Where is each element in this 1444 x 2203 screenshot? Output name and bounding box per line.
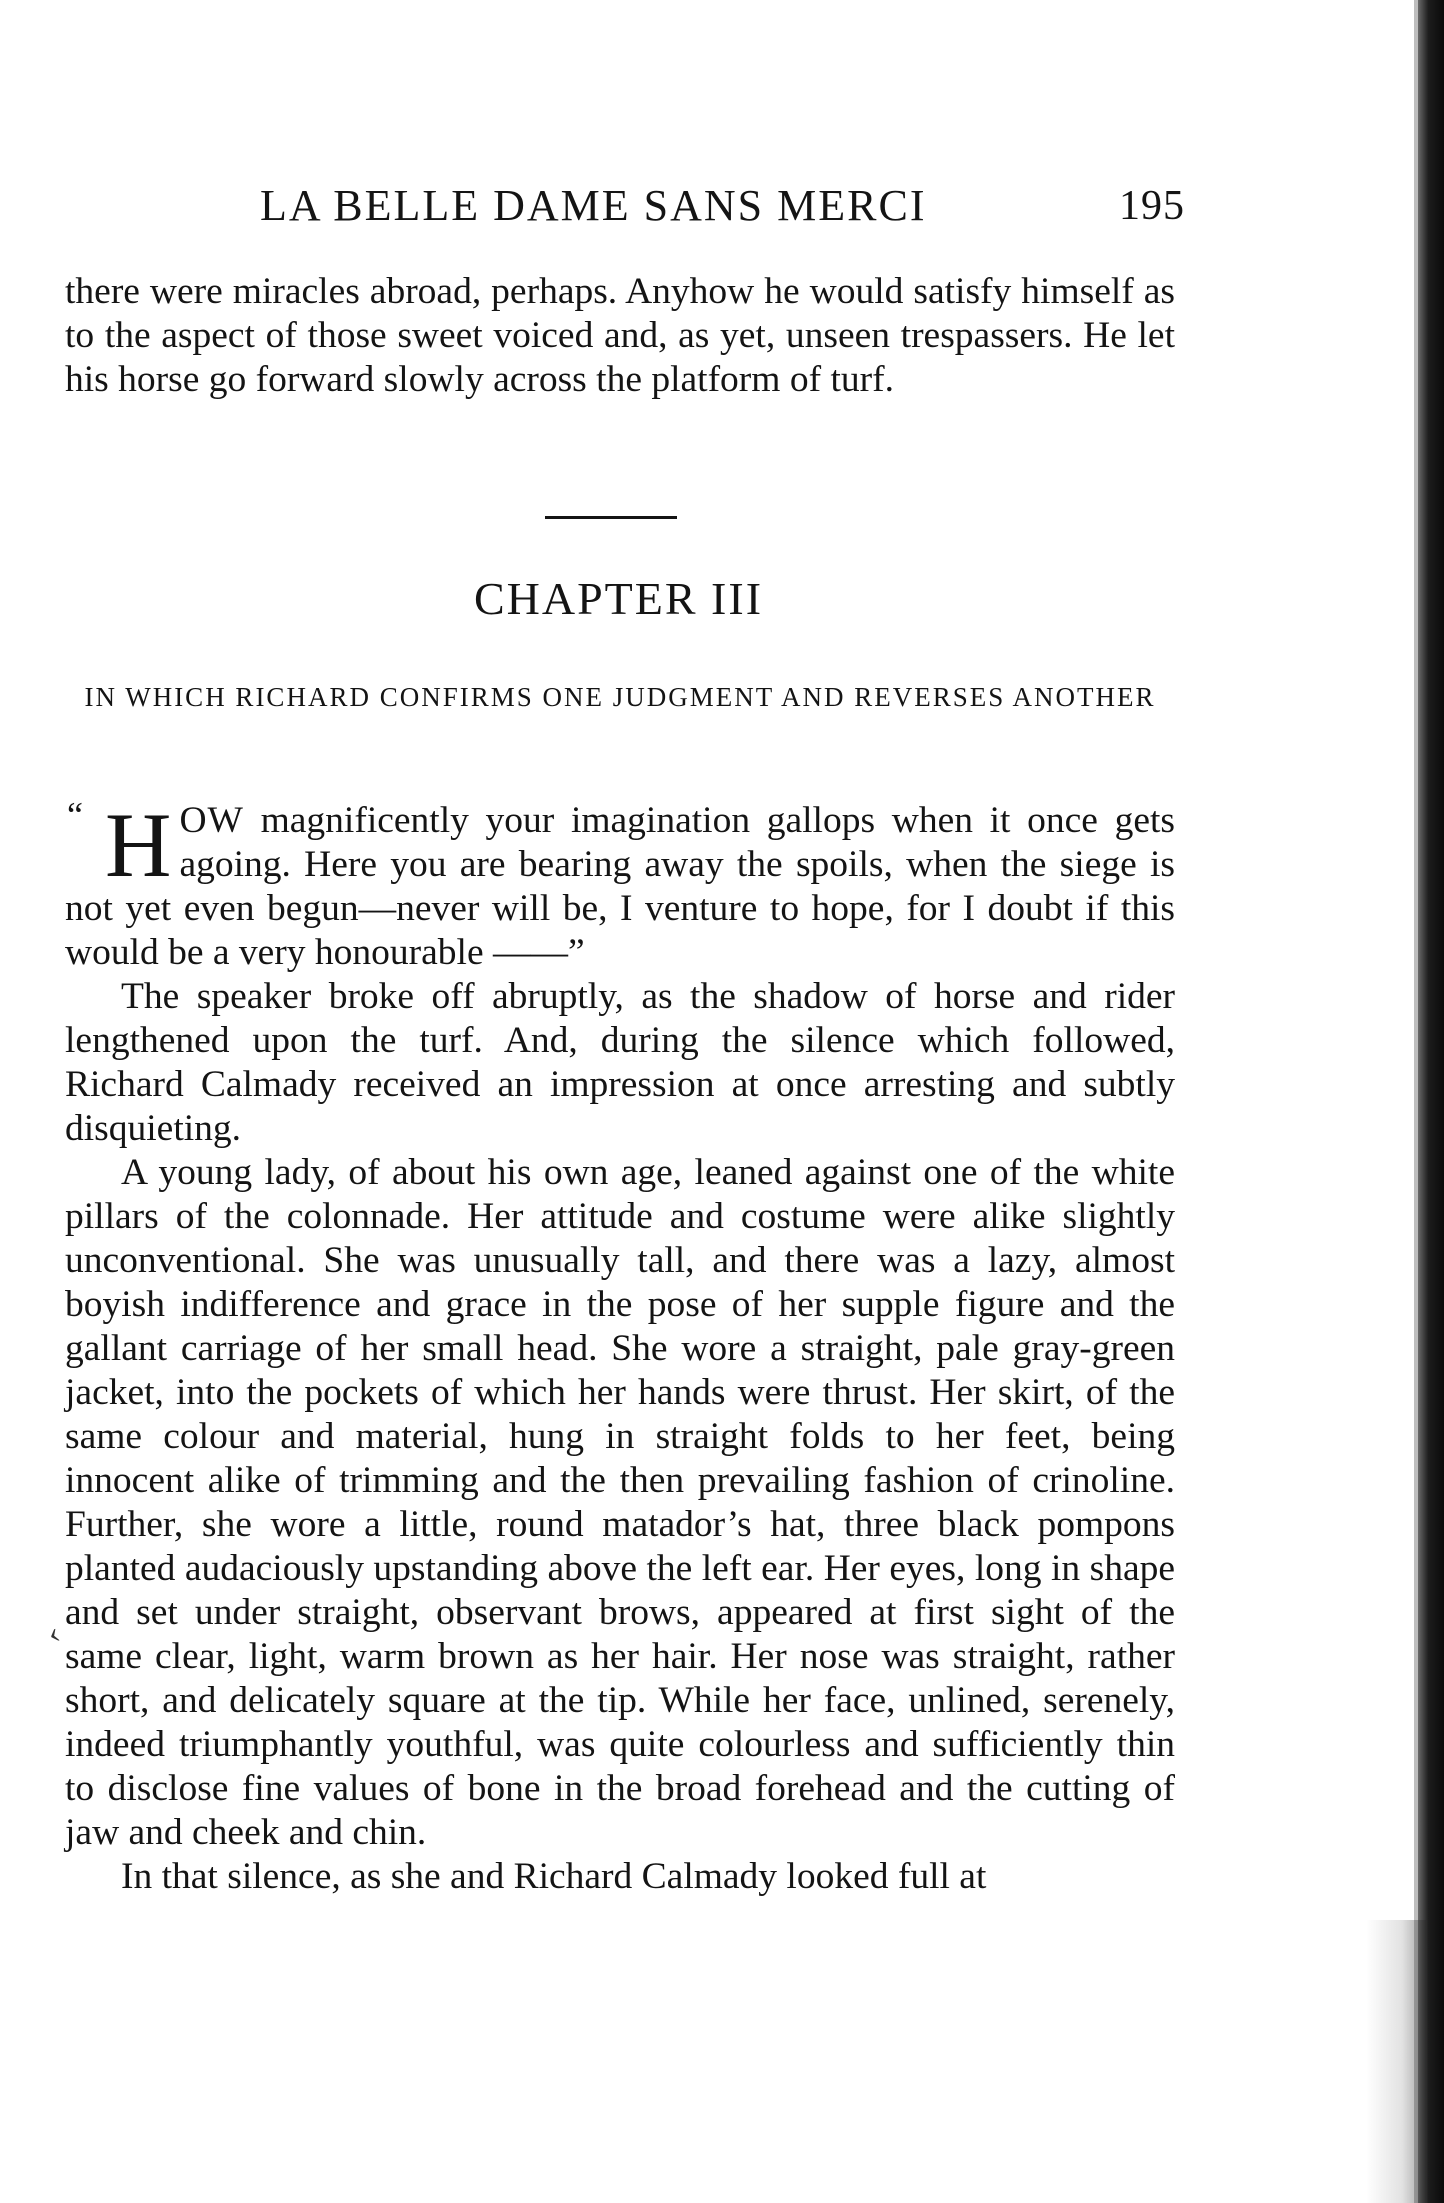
- page-number: 195: [1119, 183, 1185, 229]
- opening-text: magnificently your imagination gallops when it once gets agoing. Here you are bearing away the spoils, when the siege is not yet even begun—never will be, I venture to hope, for I doubt if this would be a very honourable ——”: [65, 800, 1175, 973]
- opening-word: OW: [179, 800, 244, 841]
- chapter-title: CHAPTER III: [473, 573, 764, 624]
- page-header: [65, 180, 1185, 240]
- body-paragraph: A young lady, of about his own age, leaned against one of the white pillars of the colonnade. Her attitude and costume were alike slightly unconventional. She was unusually tall, and there was a lazy, almost boyish indifference and grace in the pose of her supple figure and the gallant carriage of her small head. She wore a straight, pale gray-green jacket, into the pockets of which her hands were thrust. Her skirt, of the same colour and material, hung in straight folds to her feet, being innocent alike of trimming and the then prevailing fashion of crinoline. Further, she wore a little, round matador’s hat, three black pompons planted audaciously upstanding above the left ear. Her eyes, long in shape and set under straight, observant brows, appeared at first sight of the same clear, light, warm brown as her hair. Her nose was straight, rather short, and delicately square at the tip. While her face, unlined, serenely, indeed triumphantly youthful, was quite colourless and sufficiently thin to disclose fine values of bone in the broad forehead and the cutting of jaw and cheek and chin.: [65, 1152, 1175, 1853]
- opening-paragraph: [65, 794, 1175, 975]
- intro-paragraph: there were miracles abroad, perhaps. Anyhow he would satisfy himself as to the aspect of those sweet voiced and, as yet, unseen trespassers. He let his horse go forward slowly across the platform of turf.: [65, 271, 1175, 400]
- chapter-body: [65, 794, 1175, 1899]
- opening-quote-mark: “: [67, 795, 83, 835]
- page-edge-curl: [1366, 1920, 1426, 2203]
- running-title: LA BELLE DAME SANS MERCI: [260, 181, 927, 230]
- margin-pencil-mark: ‹: [41, 1613, 65, 1651]
- chapter-subtitle: IN WHICH RICHARD CONFIRMS ONE JUDGMENT AND REVERSES ANOTHER: [84, 682, 1156, 712]
- body-paragraph: In that silence, as she and Richard Calmady looked full at: [121, 1856, 987, 1897]
- page-edge-shadow: [1418, 0, 1444, 2203]
- drop-cap: H: [105, 794, 172, 896]
- intro-paragraph-block: [65, 270, 1175, 402]
- body-paragraph: The speaker broke off abruptly, as the shadow of horse and rider lengthened upon the turf. And, during the silence which followed, Richard Calmady received an impression at once arresting and subtly disquieting.: [65, 976, 1175, 1149]
- section-rule: [545, 516, 677, 519]
